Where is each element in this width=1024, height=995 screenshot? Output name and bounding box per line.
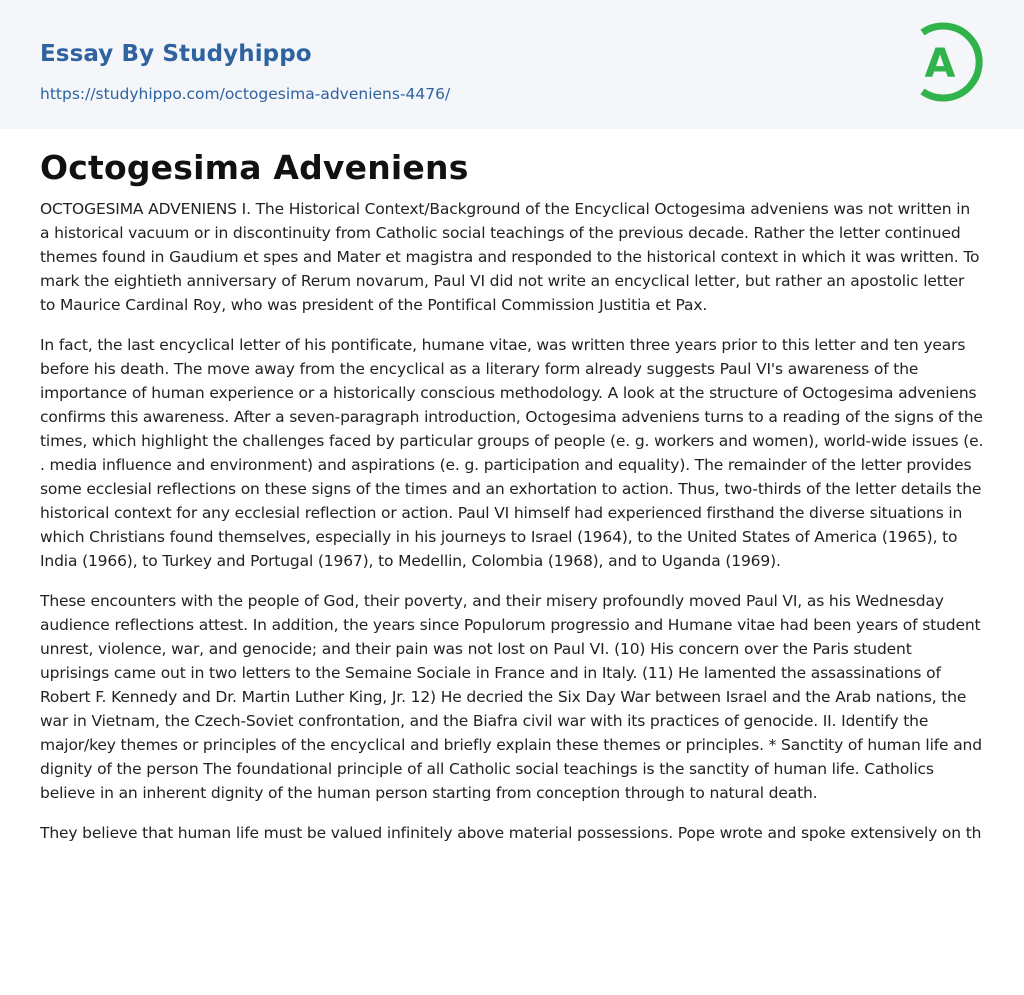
- studyhippo-logo-icon[interactable]: [912, 19, 986, 105]
- source-url-link[interactable]: https://studyhippo.com/octogesima-adveniens-4476/: [40, 85, 451, 103]
- article-paragraph-1: OCTOGESIMA ADVENIENS I. The Historical Context/Background of the Encyclical Octogesima adveniens was not written in a historical vacuum or in discontinuity from Catholic social teachings of the previous decade. Rather the letter continued themes found in Gaudium et spes and Mater et magistra and responded to the historical context in which it was written. To mark the eightieth anniversary of Rerum novarum, Paul VI did not write an encyclical letter, but rather an apostolic letter to Maurice Cardinal Roy, who was president of the Pontifical Commission Justitia et Pax.: [40, 200, 980, 314]
- site-header: [0, 0, 1024, 129]
- article-paragraph-4: They believe that human life must be valued infinitely above material possessions. Pope wrote and spoke extensively on th: [40, 824, 982, 842]
- article-paragraph-2: In fact, the last encyclical letter of his pontificate, humane vitae, was written three years prior to this letter and ten years before his death. The move away from the encyclical as a literary form already suggests Paul VI's awareness of the importance of human experience or a historically conscious methodology. A look at the structure of Octogesima adveniens confirms this awareness. After a seven-paragraph introduction, Octogesima adveniens turns to a reading of the signs of the times, which highlight the challenges faced by particular groups of people (e. g. workers and women), world-wide issues (e. . media influence and environment) and aspirations (e. g. participation and equality). The remainder of the letter provides some ecclesial reflections on these signs of the times and an exhortation to action. Thus, two-thirds of the letter details the historical context for any ecclesial reflection or action. Paul VI himself had experienced firsthand the diverse situations in which Christians found themselves, especially in his journeys to Israel (1964), to the United States of America (1965), to India (1966), to Turkey and Portugal (1967), to Medellin, Colombia (1968), and to Uganda (1969).: [40, 336, 984, 570]
- page-title: Octogesima Adveniens: [40, 148, 469, 187]
- article-paragraph-3: These encounters with the people of God, their poverty, and their misery profoundly moved Paul VI, as his Wednesday audience reflections attest. In addition, the years since Populorum progressio and Humane vitae had been years of student unrest, violence, war, and genocide; and their pain was not lost on Paul VI. (10) His concern over the Paris student uprisings came out in two letters to the Semaine Sociale in France and in Italy. (11) He lamented the assassinations of Robert F. Kennedy and Dr. Martin Luther King, Jr. 12) He decried the Six Day War between Israel and the Arab nations, the war in Vietnam, the Czech-Soviet confrontation, and the Biafra civil war with its practices of genocide. II. Identify the major/key themes or principles of the encyclical and briefly explain these themes or principles. * Sanctity of human life and dignity of the person The foundational principle of all Catholic social teachings is the sanctity of human life. Catholics believe in an inherent dignity of the human person starting from conception through to natural death.: [40, 592, 982, 802]
- site-title[interactable]: Essay By Studyhippo: [40, 41, 312, 67]
- article: [0, 129, 1024, 845]
- logo-letter: A: [924, 41, 956, 87]
